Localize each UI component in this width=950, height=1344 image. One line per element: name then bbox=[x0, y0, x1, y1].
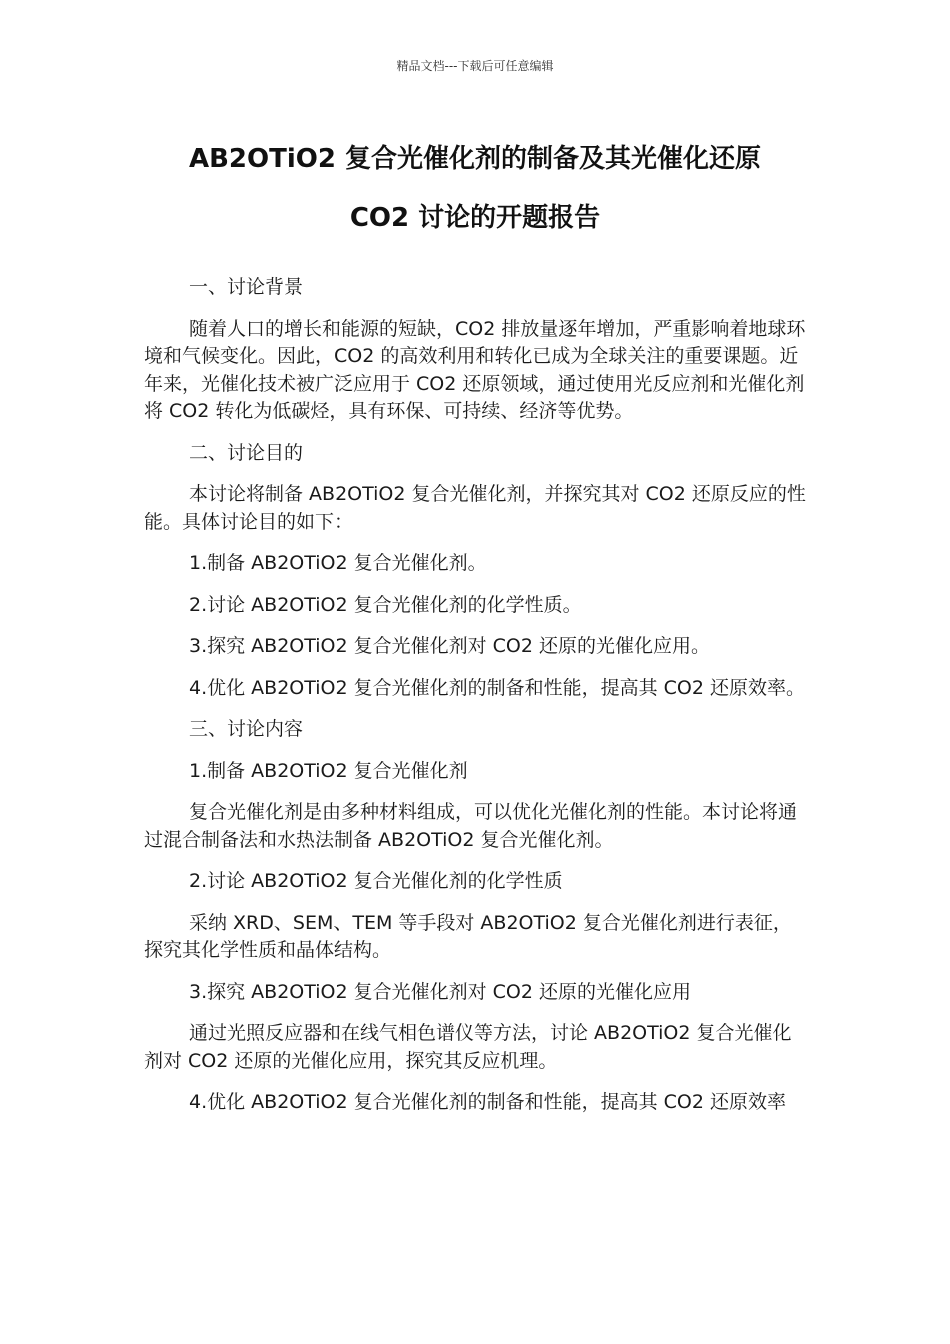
header-note: 精品文档---下载后可任意编辑 bbox=[396, 59, 554, 73]
objective-item-2: 2.讨论 AB2OTiO2 复合光催化剂的化学性质。 bbox=[189, 593, 582, 616]
document-title-line-2: CO2 讨论的开题报告 bbox=[349, 203, 601, 233]
content-paragraph-1: 复合光催化剂是由多种材料组成，可以优化光催化剂的性能。本讨论将通过混合制备法和水热法制备 AB2OTiO2 复合光催化剂。 bbox=[144, 801, 798, 851]
objective-item-3: 3.探究 AB2OTiO2 复合光催化剂对 CO2 还原的光催化应用。 bbox=[189, 635, 711, 657]
section-heading-content: 三、讨论内容 bbox=[189, 718, 304, 740]
content-subheading-3: 3.探究 AB2OTiO2 复合光催化剂对 CO2 还原的光催化应用 bbox=[189, 980, 692, 1003]
objective-item-1: 1.制备 AB2OTiO2 复合光催化剂。 bbox=[189, 552, 487, 574]
document-title-line-1: AB2OTiO2 复合光催化剂的制备及其光催化还原 bbox=[188, 144, 762, 174]
content-subheading-4: 4.优化 AB2OTiO2 复合光催化剂的制备和性能，提高其 CO2 还原效率 bbox=[189, 1091, 787, 1113]
section-heading-objectives: 二、讨论目的 bbox=[189, 441, 304, 464]
section-heading-background: 一、讨论背景 bbox=[189, 276, 304, 298]
objective-item-4: 4.优化 AB2OTiO2 复合光催化剂的制备和性能，提高其 CO2 还原效率。 bbox=[189, 676, 806, 699]
paragraph-background: 随着人口的增长和能源的短缺，CO2 排放量逐年增加，严重影响着地球环境和气候变化。因此，CO2 的高效利用和转化已成为全球关注的重要课题。近年来，光催化技术被广泛应用于 CO2 还原领域，通过使用光反应剂和光催化剂将 CO2 转化为低碳烃，具有环保、可持续、经济等优势。 bbox=[144, 317, 806, 422]
paragraph-objectives-intro: 本讨论将制备 AB2OTiO2 复合光催化剂，并探究其对 CO2 还原反应的性能。具体讨论目的如下： bbox=[144, 483, 806, 533]
content-paragraph-3: 通过光照反应器和在线气相色谱仪等方法，讨论 AB2OTiO2 复合光催化剂对 CO2 还原的光催化应用，探究其反应机理。 bbox=[144, 1022, 792, 1072]
content-subheading-1: 1.制备 AB2OTiO2 复合光催化剂 bbox=[189, 759, 468, 782]
content-subheading-2: 2.讨论 AB2OTiO2 复合光催化剂的化学性质 bbox=[189, 870, 563, 892]
document-body bbox=[144, 274, 806, 1131]
content-paragraph-2: 采纳 XRD、SEM、TEM 等手段对 AB2OTiO2 复合光催化剂进行表征，探究其化学性质和晶体结构。 bbox=[144, 911, 792, 961]
